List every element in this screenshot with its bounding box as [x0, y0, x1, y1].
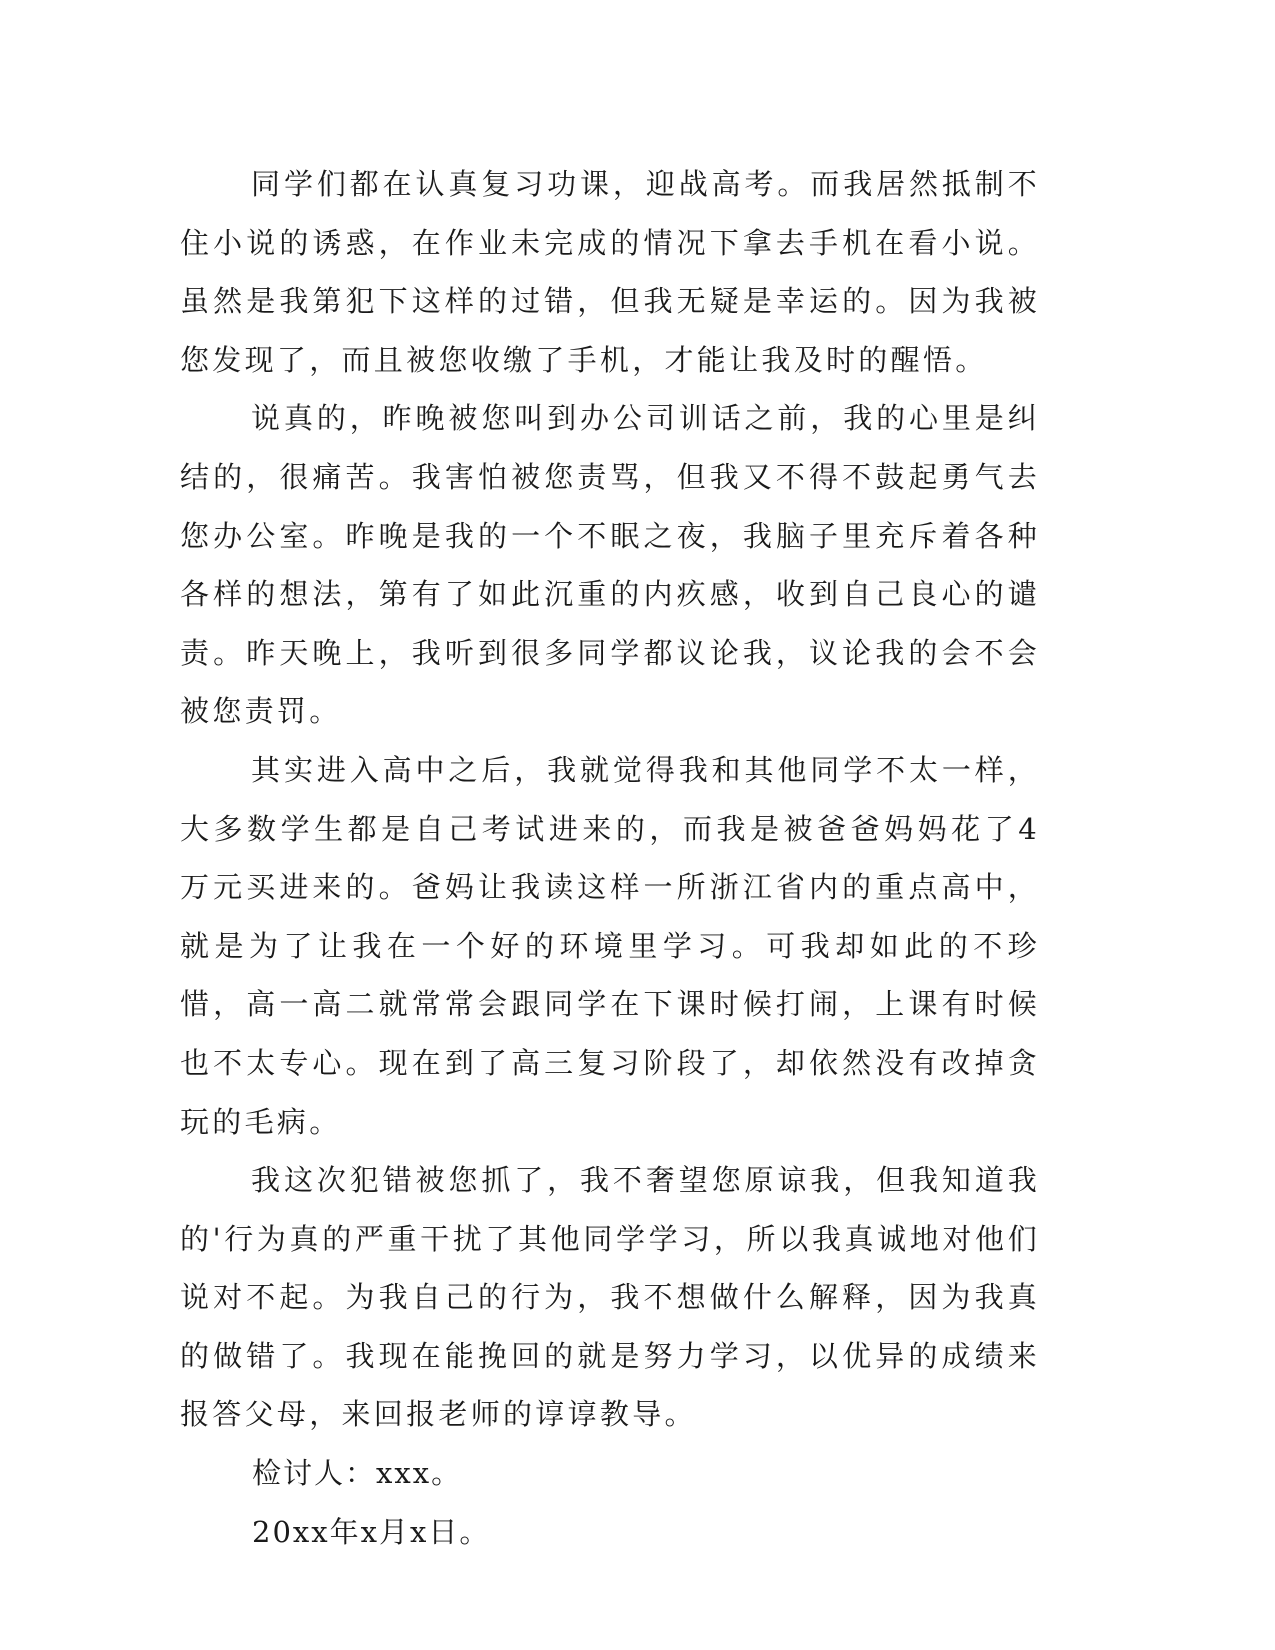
paragraph-2: 说真的，昨晚被您叫到办公司训话之前，我的心里是纠结的，很痛苦。我害怕被您责骂，但我又不得不鼓起勇气去您办公室。昨晚是我的一个不眠之夜，我脑子里充斥着各种各样的想法，第有了如此沉重的内疚感，收到自己良心的谴责。昨天晚上，我听到很多同学都议论我，议论我的会不会被您责罚。	[180, 401, 1040, 729]
paragraph-1: 同学们都在认真复习功课，迎战高考。而我居然抵制不住小说的诱惑，在作业未完成的情况下拿去手机在看小说。虽然是我第犯下这样的过错，但我无疑是幸运的。因为我被您发现了，而且被您收缴了手机，才能让我及时的醒悟。	[180, 167, 1040, 377]
paragraph-3: 其实进入高中之后，我就觉得我和其他同学不太一样，大多数学生都是自己考试进来的，而我是被爸爸妈妈花了4万元买进来的。爸妈让我读这样一所浙江省内的重点高中，就是为了让我在一个好的环境里学习。可我却如此的不珍惜，高一高二就常常会跟同学在下课时候打闹，上课有时候也不太专心。现在到了高三复习阶段了，却依然没有改掉贪玩的毛病。	[180, 752, 1040, 1139]
document-page	[180, 155, 1040, 1561]
signer-line: 检讨人：xxx。	[252, 1456, 463, 1491]
paragraph-4: 我这次犯错被您抓了，我不奢望您原谅我，但我知道我的'行为真的严重干扰了其他同学学习，所以我真诚地对他们说对不起。为我自己的行为，我不想做什么解释，因为我真的做错了。我现在能挽回的就是努力学习，以优异的成绩来报答父母，来回报老师的谆谆教导。	[180, 1163, 1040, 1432]
date-line: 20xx年x月x日。	[252, 1514, 491, 1549]
